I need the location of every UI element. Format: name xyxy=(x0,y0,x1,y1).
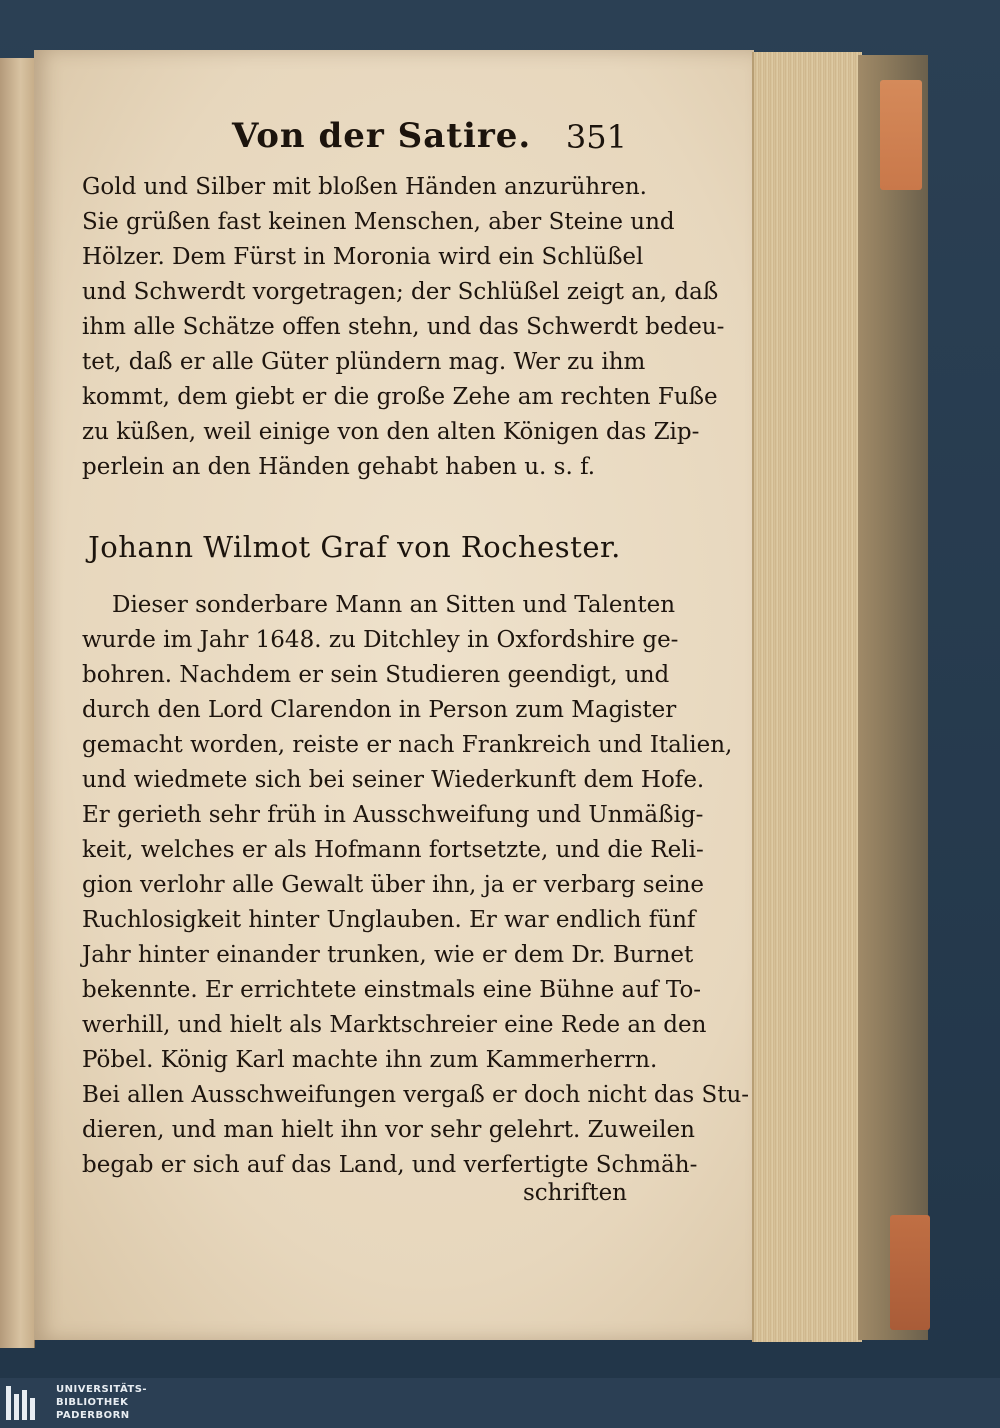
text-line: Sie grüßen fast keinen Menschen, aber Steine und xyxy=(82,209,675,235)
text-line: gion verlohr alle Gewalt über ihn, ja er verbarg seine xyxy=(82,872,704,898)
library-name-line: PADERBORN xyxy=(56,1410,130,1421)
library-footer xyxy=(0,1378,1000,1428)
text-line: wurde im Jahr 1648. zu Ditchley in Oxfordshire ge- xyxy=(82,627,679,653)
text-line: keit, welches er als Hofmann fortsetzte, und die Reli- xyxy=(82,837,704,863)
text-line: tet, daß er alle Güter plündern mag. Wer zu ihm xyxy=(82,349,646,375)
page-header xyxy=(82,116,627,166)
page-edges xyxy=(752,52,862,1342)
text-line: ihm alle Schätze offen stehn, und das Schwerdt bedeu- xyxy=(82,314,725,340)
text-line: Er gerieth sehr früh in Ausschweifung und Unmäßig- xyxy=(82,802,704,828)
text-line: perlein an den Händen gehabt haben u. s. f. xyxy=(82,454,596,480)
text-line: Dieser sonderbare Mann an Sitten und Talenten xyxy=(112,592,676,618)
text-line: Ruchlosigkeit hinter Unglauben. Er war endlich fünf xyxy=(82,907,696,933)
page-number: 351 xyxy=(565,118,627,156)
bookmark-tab-bottom xyxy=(890,1215,930,1330)
text-line: bohren. Nachdem er sein Studieren geendigt, und xyxy=(82,662,670,688)
text-line: Gold und Silber mit bloßen Händen anzurühren. xyxy=(82,174,647,200)
text-line: Hölzer. Dem Fürst in Moronia wird ein Schlüßel xyxy=(82,244,644,270)
library-name-line: BIBLIOTHEK xyxy=(56,1397,129,1408)
text-line: bekennte. Er errichtete einstmals eine Bühne auf To- xyxy=(82,977,702,1003)
text-line: dieren, und man hielt ihn vor sehr gelehrt. Zuweilen xyxy=(82,1117,695,1143)
paragraph-rochester xyxy=(82,588,750,1183)
running-title: Von der Satire. xyxy=(232,116,532,156)
library-logo-icon xyxy=(6,1386,42,1420)
facing-page-edge xyxy=(0,58,35,1348)
text-line: kommt, dem giebt er die große Zehe am rechten Fuße xyxy=(82,384,718,410)
library-name xyxy=(56,1383,147,1422)
text-line: begab er sich auf das Land, und verfertigte Schmäh- xyxy=(82,1152,698,1178)
text-line: und wiedmete sich bei seiner Wiederkunft dem Hofe. xyxy=(82,767,705,793)
text-line: zu küßen, weil einige von den alten Königen das Zip- xyxy=(82,419,700,445)
paragraph-continued xyxy=(82,170,725,485)
catchword: schriften xyxy=(522,1180,627,1206)
text-line: werhill, und hielt als Marktschreier eine Rede an den xyxy=(82,1012,707,1038)
book-cover-edge xyxy=(858,55,928,1340)
text-line: gemacht worden, reiste er nach Frankreich und Italien, xyxy=(82,732,733,758)
text-line: und Schwerdt vorgetragen; der Schlüßel zeigt an, daß xyxy=(82,279,719,305)
bookmark-tab-top xyxy=(880,80,922,190)
text-line: Jahr hinter einander trunken, wie er dem Dr. Burnet xyxy=(82,942,694,968)
text-line: durch den Lord Clarendon in Person zum Magister xyxy=(82,697,677,723)
text-line: Bei allen Ausschweifungen vergaß er doch nicht das Stu- xyxy=(82,1082,750,1108)
library-name-line: UNIVERSITÄTS- xyxy=(56,1384,148,1395)
text-line: Pöbel. König Karl machte ihn zum Kammerherrn. xyxy=(82,1047,658,1073)
section-heading: Johann Wilmot Graf von Rochester. xyxy=(88,530,621,564)
